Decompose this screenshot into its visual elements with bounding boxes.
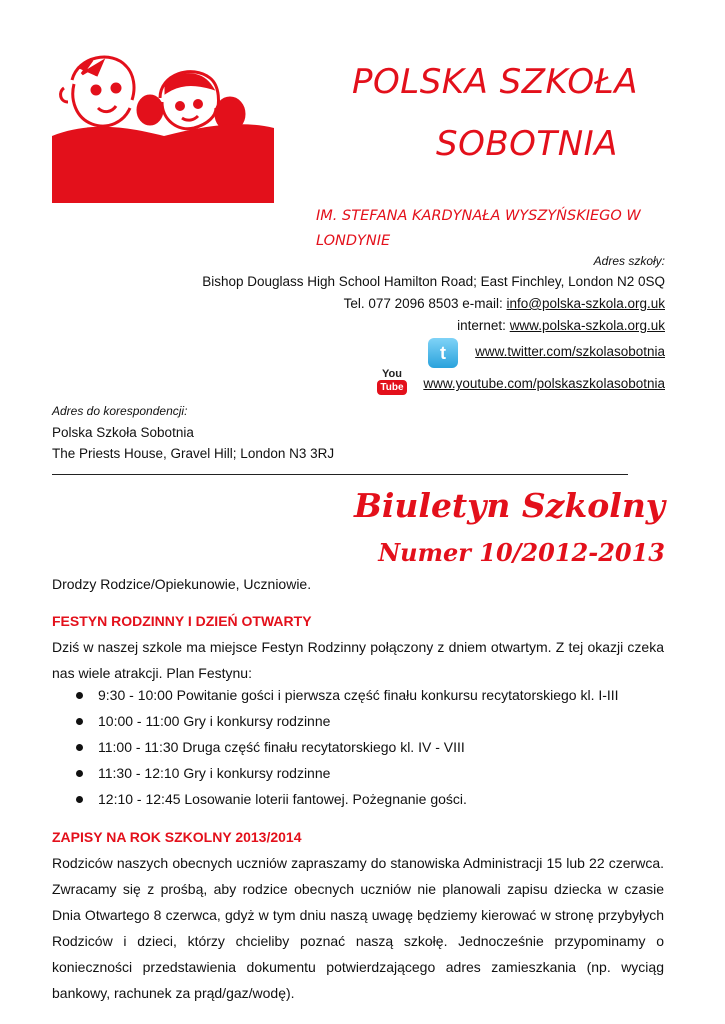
twitter-icon[interactable]: t <box>428 338 458 368</box>
list-item: 10:00 - 11:00 Gry i konkursy rodzinne <box>52 708 664 734</box>
bulletin-number: Numer 10/2012-2013 <box>378 538 665 567</box>
twitter-link[interactable]: www.twitter.com/szkolasobotnia <box>475 344 665 359</box>
section2-heading: ZAPISY NA ROK SZKOLNY 2013/2014 <box>52 829 302 845</box>
divider <box>52 474 628 475</box>
festival-plan-list <box>52 682 664 812</box>
school-patron: IM. STEFANA KARDYNAŁA WYSZYŃSKIEGO W LONDYNIE <box>316 208 641 249</box>
website-link[interactable]: www.polska-szkola.org.uk <box>509 318 665 333</box>
list-item: 11:00 - 11:30 Druga część finału recytatorskiego kl. IV - VIII <box>52 734 664 760</box>
bulletin-title: Biuletyn Szkolny <box>353 486 665 525</box>
email-link[interactable]: info@polska-szkola.org.uk <box>506 296 665 311</box>
school-title-line2: SOBOTNIA <box>436 124 618 164</box>
list-item: 11:30 - 12:10 Gry i konkursy rodzinne <box>52 760 664 786</box>
boy-figure <box>61 57 134 126</box>
list-item: 9:30 - 10:00 Powitanie gości i pierwsza część finału konkursu recytatorskiego kl. I-III <box>52 682 664 708</box>
youtube-icon[interactable] <box>378 368 406 398</box>
youtube-link[interactable]: www.youtube.com/polskaszkolasobotnia <box>423 376 665 391</box>
section1-intro: Dziś w naszej szkole ma miejsce Festyn Rodzinny połączony z dniem otwartym. Z tej okazji czeka nas wiele atrakcji. Plan Festynu: <box>52 639 664 681</box>
list-item: 12:10 - 12:45 Losowanie loterii fantowej. Pożegnanie gości. <box>52 786 664 812</box>
address-line: Bishop Douglass High School Hamilton Road; East Finchley, London N2 0SQ <box>202 274 665 289</box>
bullet-icon <box>76 770 83 777</box>
correspondence-name: Polska Szkoła Sobotnia <box>52 425 194 440</box>
youtube-icon-bottom: Tube <box>377 380 406 395</box>
correspondence-block <box>52 401 334 464</box>
section2-text: Rodziców naszych obecnych uczniów zapraszamy do stanowiska Administracji 15 lub 22 czerwca. Zwracamy się z prośbą, aby rodzice obecnych uczniów nie planowali zapisu dziecka w czasie Dnia Otwartego 8 czerwca, gdyż w tym dniu naszą uwagę będziemy kierować w stronę przybyłych Rodziców i dzieci, którzy chcieliby poznać naszą szkołę. Jednocześnie przypominamy o konieczności przedstawienia dokumentu potwierdzającego adres zamieszkania (np. wyciąg bankowy, rachunek za prąd/gaz/wodę). <box>52 855 664 1001</box>
bullet-icon <box>76 796 83 803</box>
red-book-shape <box>52 124 274 203</box>
bullet-icon <box>76 718 83 725</box>
section1-heading: FESTYN RODZINNY I DZIEŃ OTWARTY <box>52 613 312 629</box>
bullet-icon <box>76 692 83 699</box>
contact-line <box>344 296 665 311</box>
girl-figure <box>138 72 244 130</box>
correspondence-label: Adres do korespondencji: <box>52 404 188 418</box>
internet-label: internet: <box>457 318 510 333</box>
bullet-icon <box>76 744 83 751</box>
website-line <box>457 318 665 333</box>
school-title-line1: POLSKA SZKOŁA <box>352 62 639 102</box>
greeting: Drodzy Rodzice/Opiekunowie, Uczniowie. <box>52 576 312 592</box>
address-label: Adres szkoły: <box>593 254 665 268</box>
youtube-icon-top: You <box>382 368 402 380</box>
twitter-line <box>475 344 665 359</box>
correspondence-address: The Priests House, Gravel Hill; London N3 3RJ <box>52 446 335 461</box>
phone-text: Tel. 077 2096 8503 e-mail: <box>343 296 507 311</box>
school-logo <box>52 48 274 203</box>
youtube-line <box>423 376 665 391</box>
